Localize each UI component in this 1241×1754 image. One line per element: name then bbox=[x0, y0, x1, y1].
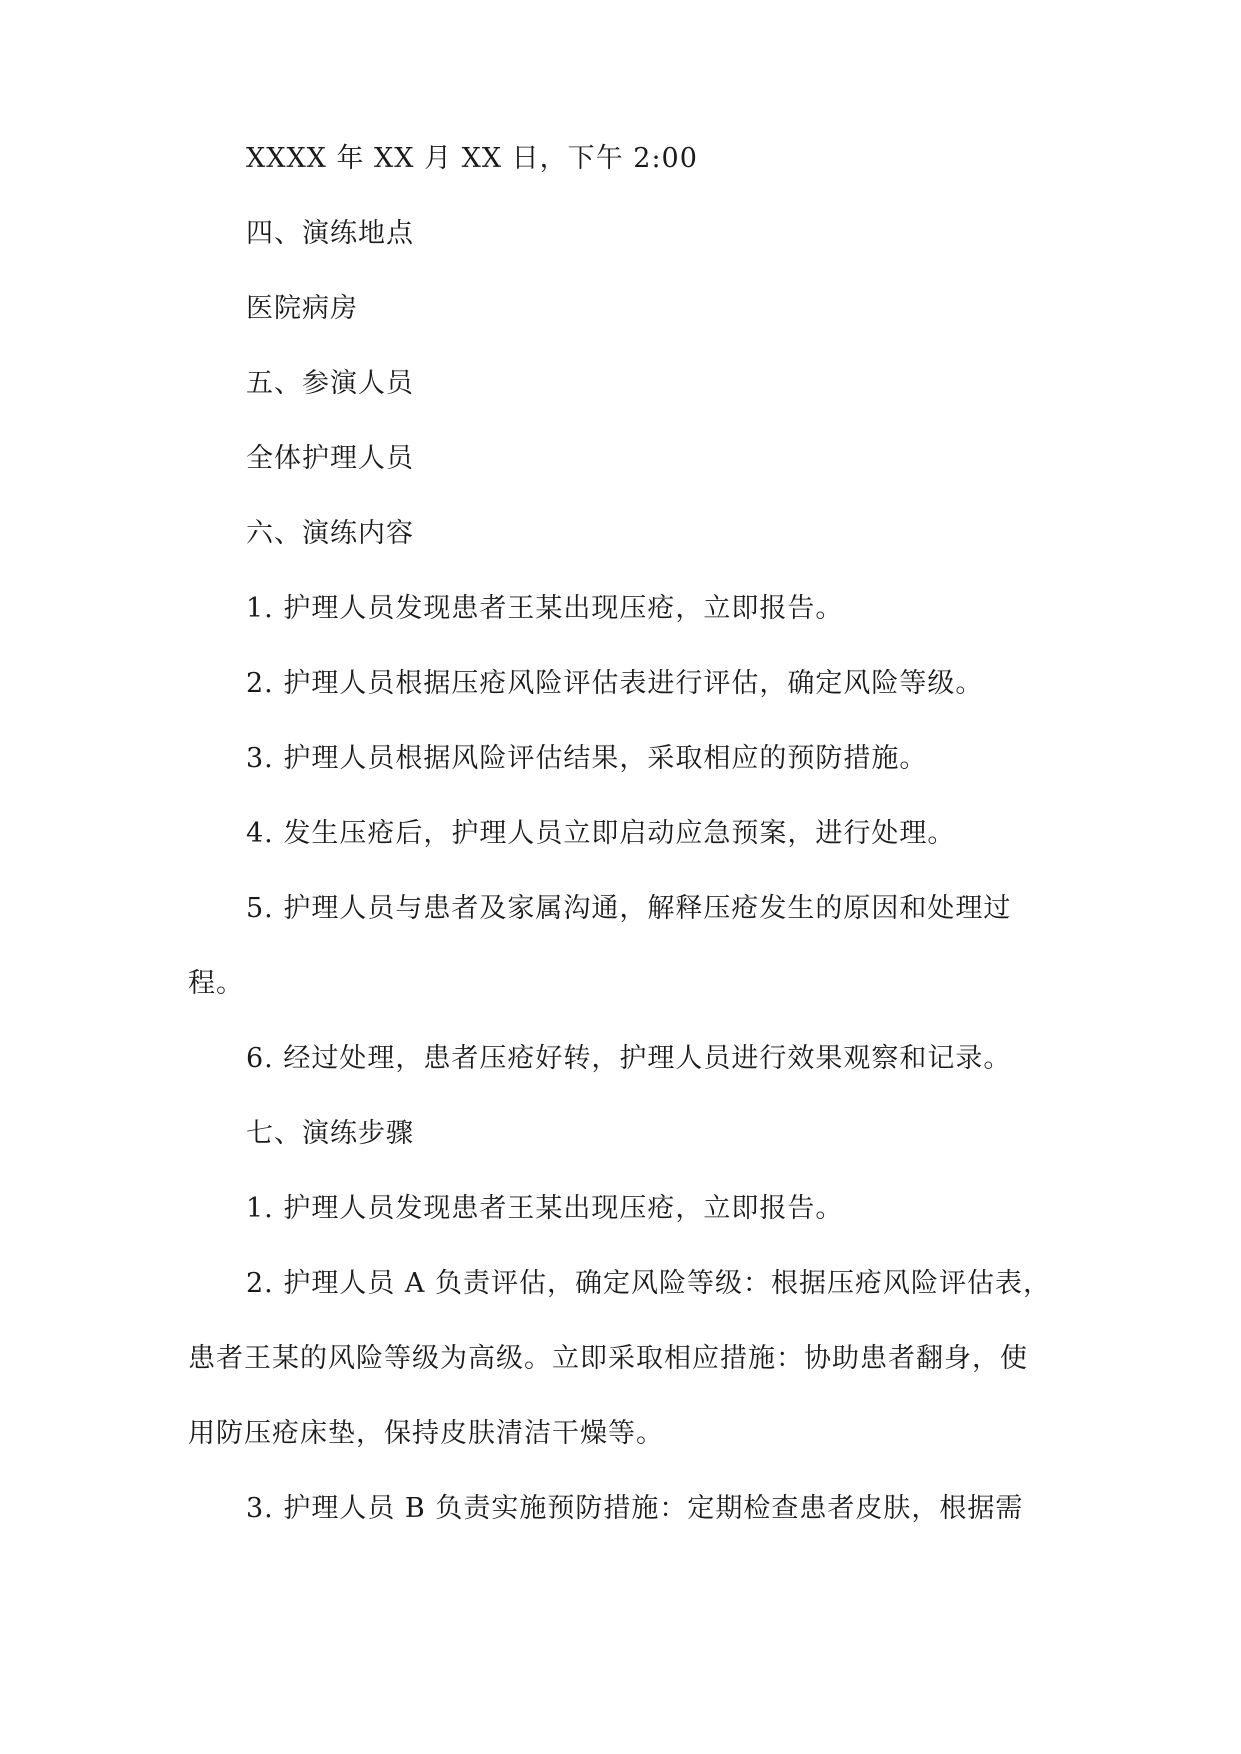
paragraph-drill-location: 医院病房 bbox=[246, 293, 358, 324]
paragraph-drill-time: XXXX 年 XX 月 XX 日，下午 2:00 bbox=[246, 143, 698, 174]
paragraph-participants: 全体护理人员 bbox=[246, 443, 414, 474]
heading-participants: 五、参演人员 bbox=[246, 368, 414, 399]
heading-drill-location: 四、演练地点 bbox=[246, 218, 414, 249]
content-item-3: 3. 护理人员根据风险评估结果，采取相应的预防措施。 bbox=[246, 743, 928, 774]
content-item-6: 6. 经过处理，患者压疮好转，护理人员进行效果观察和记录。 bbox=[246, 1043, 1012, 1074]
step-item-1: 1. 护理人员发现患者王某出现压疮，立即报告。 bbox=[246, 1193, 844, 1224]
content-item-4: 4. 发生压疮后，护理人员立即启动应急预案，进行处理。 bbox=[246, 818, 956, 849]
content-item-5: 5. 护理人员与患者及家属沟通，解释压疮发生的原因和处理过程。 bbox=[188, 893, 1012, 999]
step-item-3: 3. 护理人员 B 负责实施预防措施：定期检查患者皮肤，根据需 bbox=[246, 1493, 1024, 1524]
step-item-2: 2. 护理人员 A 负责评估，确定风险等级：根据压疮风险评估表，患者王某的风险等级为高级。立即采取相应措施：协助患者翻身，使用防压疮床垫，保持皮肤清洁干燥等。 bbox=[188, 1268, 1052, 1449]
document-body bbox=[188, 142, 1053, 1567]
content-item-2: 2. 护理人员根据压疮风险评估表进行评估，确定风险等级。 bbox=[246, 668, 984, 699]
heading-drill-content: 六、演练内容 bbox=[246, 518, 414, 549]
content-item-1: 1. 护理人员发现患者王某出现压疮，立即报告。 bbox=[246, 593, 844, 624]
heading-drill-steps: 七、演练步骤 bbox=[246, 1118, 414, 1149]
